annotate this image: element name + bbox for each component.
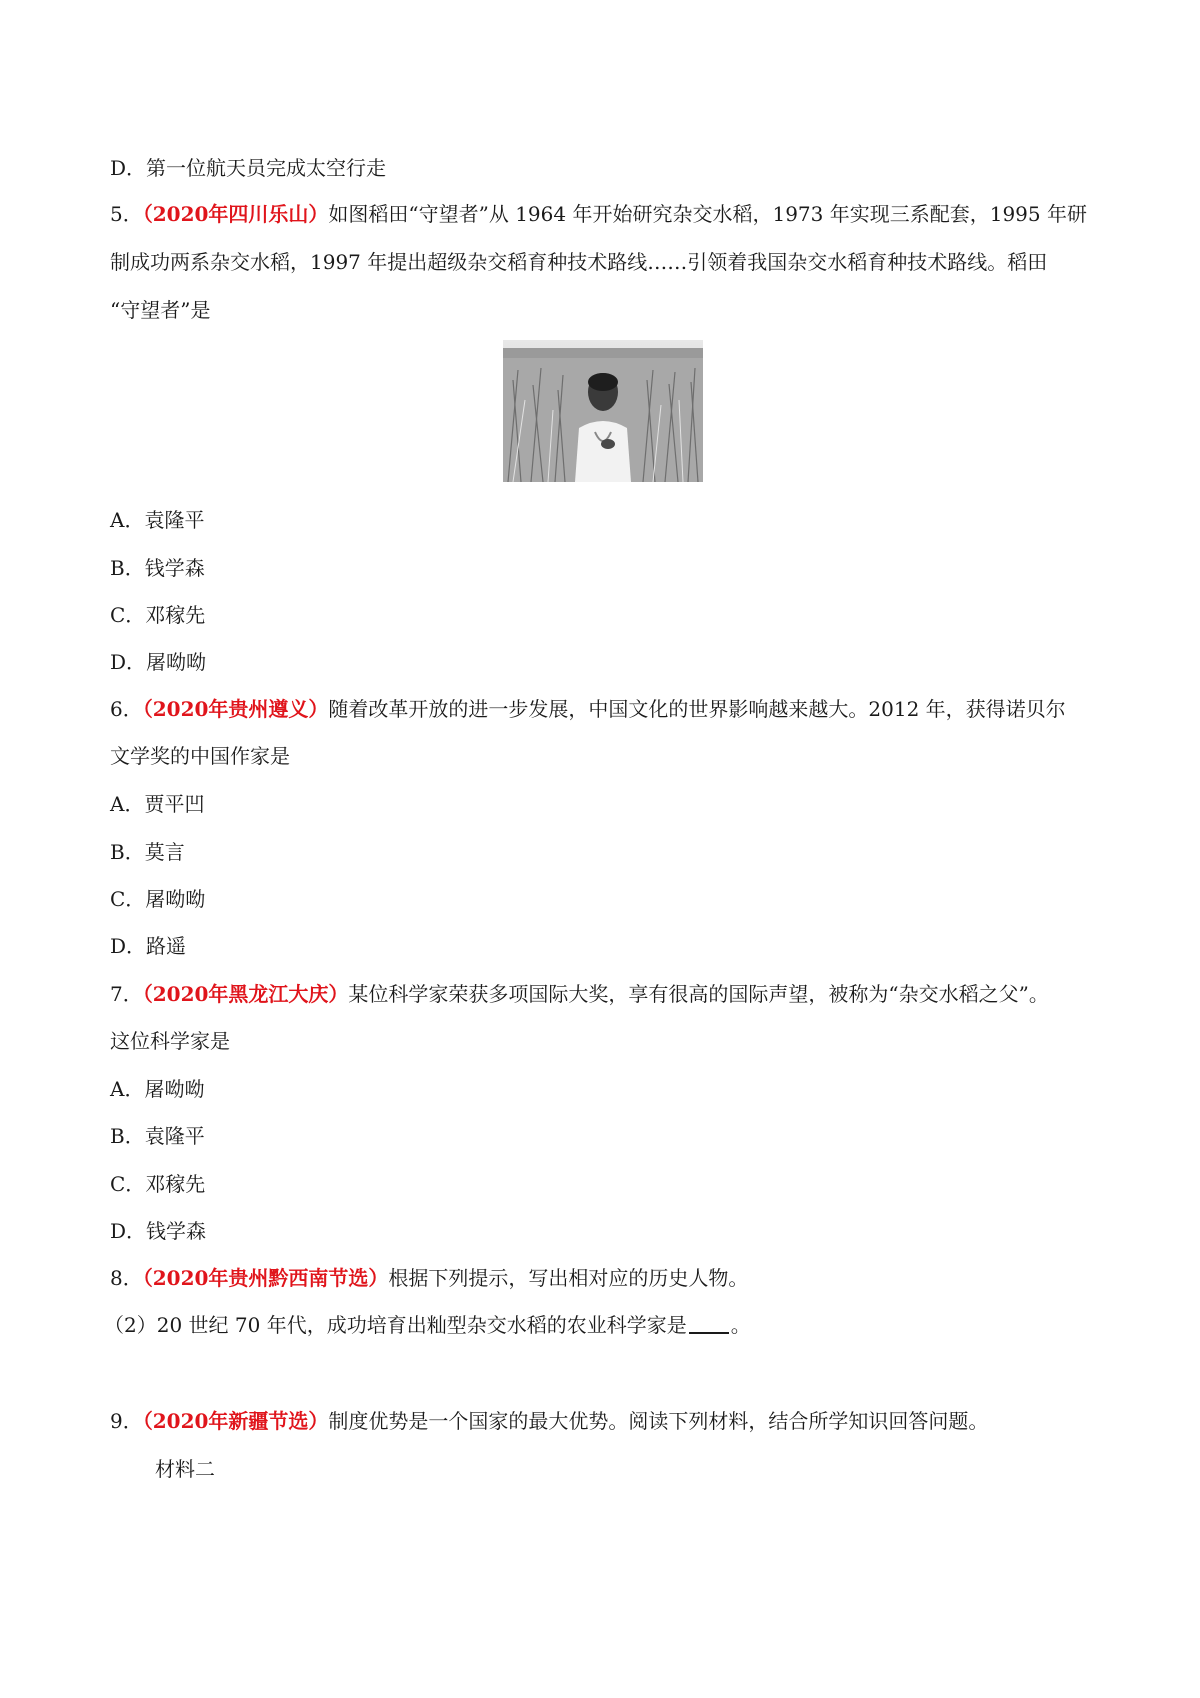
q7-stem-line1 [110,980,1100,1008]
q7-option-c: C．邓稼先 [110,1172,206,1196]
q6-number: 6． [110,697,143,721]
q6-option-c: C．屠呦呦 [110,887,206,911]
q5-option-a: A．袁隆平 [110,508,205,532]
q7-number: 7． [110,982,143,1006]
q9-material-label: 材料二 [155,1457,215,1481]
q5-stem-line1 [110,200,1100,228]
q8-sub-text: （2）20 世纪 70 年代，成功培育出籼型杂交水稻的农业科学家是 [104,1313,687,1337]
q6-stem-text: 随着改革开放的进一步发展，中国文化的世界影响越来越大。2012 年，获得诺贝尔 [328,697,1066,721]
q7-stem-text: 某位科学家荣获多项国际大奖，享有很高的国际声望，被称为“杂交水稻之父”。 [348,982,1049,1006]
q5-option-b: B．钱学森 [110,556,205,580]
q7-stem-line2: 这位科学家是 [110,1029,230,1053]
q5-number: 5． [110,202,143,226]
q7-option-b: B．袁隆平 [110,1124,205,1148]
q8-stem-text: 根据下列提示，写出相对应的历史人物。 [388,1266,749,1290]
q7-option-a: A．屠呦呦 [110,1077,205,1101]
q5-stem-line3: “守望者”是 [110,298,211,322]
q8-subquestion-2 [104,1311,1094,1339]
q7-option-d: D．钱学森 [110,1219,207,1243]
q6-option-d: D．路遥 [110,934,187,958]
q9-stem-text: 制度优势是一个国家的最大优势。阅读下列材料，结合所学知识回答问题。 [328,1409,989,1433]
q5-source-tag: （2020年四川乐山） [142,202,329,226]
answer-blank[interactable] [689,1312,729,1334]
q9-source-tag: （2020年新疆节选） [142,1409,329,1433]
q6-source-tag: （2020年贵州遵义） [142,697,329,721]
q4-option-d: D．第一位航天员完成太空行走 [110,156,387,180]
rice-field-photo-drawing [503,340,703,482]
q5-stem-text: 如图稻田“守望者”从 1964 年开始研究杂交水稻，1973 年实现三系配套，1995 年研 [328,202,1087,226]
q5-stem-line2: 制成功两系杂交水稻，1997 年提出超级杂交稻育种技术路线……引领着我国杂交水稻育种技术路线。稻田 [110,250,1048,274]
q7-source-tag: （2020年黑龙江大庆） [142,982,349,1006]
q5-option-c: C．邓稼先 [110,603,206,627]
q9-stem [110,1407,1100,1435]
q6-option-a: A．贾平凹 [110,792,205,816]
q6-stem-line2: 文学奖的中国作家是 [110,744,290,768]
q5-option-d: D．屠呦呦 [110,650,207,674]
q6-option-b: B．莫言 [110,840,185,864]
q9-number: 9． [110,1409,143,1433]
q8-number: 8． [110,1266,143,1290]
q8-sub-suffix: 。 [730,1313,751,1337]
q6-stem-line1 [110,695,1100,723]
q8-stem [110,1264,1100,1292]
rice-field-photo [503,340,703,482]
q8-source-tag: （2020年贵州黔西南节选） [142,1266,389,1290]
